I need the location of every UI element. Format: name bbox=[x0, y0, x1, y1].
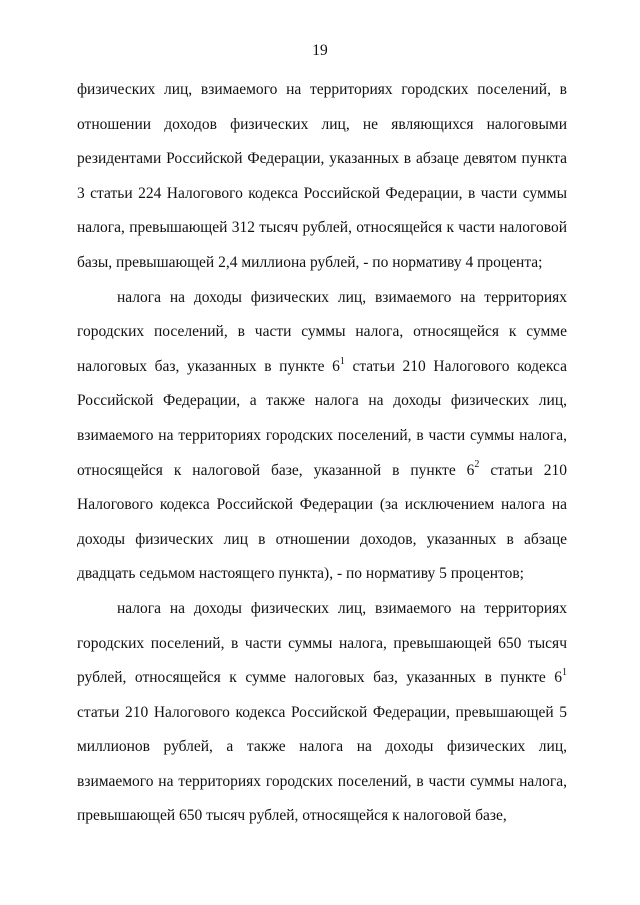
paragraph-2-text-c: статьи 210 Налогового кодекса Российской Федерации (за исключением налога на доходы физических лиц в отношении доходов, указанных в абзаце двадцать седьмом настоящего пункта), - по нормативу 5 процентов; bbox=[77, 461, 567, 583]
document-body bbox=[77, 73, 567, 834]
paragraph-2-text-b: статьи 210 Налогового кодекса Российской Федерации, а также налога на доходы физических лиц, взимаемого на территориях городских поселений, в части суммы налога, относящейся к налоговой базе, указанной в пункте 6 bbox=[77, 357, 567, 479]
paragraph-2 bbox=[77, 281, 567, 592]
superscript-3: 1 bbox=[562, 666, 567, 678]
paragraph-3 bbox=[77, 592, 567, 834]
paragraph-1-text: физических лиц, взимаемого на территориях городских поселений, в отношении доходов физических лиц, не являющихся налоговыми резидентами Российской Федерации, указанных в абзаце девятом пункта 3 статьи 224 Налогового кодекса Российской Федерации, в части суммы налога, превышающей 312 тысяч рублей, относящейся к части налоговой базы, превышающей 2,4 миллиона рублей, - по нормативу 4 процента; bbox=[77, 81, 567, 271]
paragraph-2-text-a: налога на доходы физических лиц, взимаемого на территориях городских поселений, в части суммы налога, относящейся к сумме налоговых баз, указанных в пункте 6 bbox=[77, 288, 567, 375]
paragraph-3-text-a: налога на доходы физических лиц, взимаемого на территориях городских поселений, в части суммы налога, превышающей 650 тысяч рублей, относящейся к сумме налоговых баз, указанных в пункте 6 bbox=[77, 599, 567, 687]
superscript-2: 2 bbox=[474, 459, 480, 471]
paragraph-3-text-b: статьи 210 Налогового кодекса Российской Федерации, превышающей 5 миллионов рублей, а также налога на доходы физических лиц, взимаемого на территориях городских поселений, в части суммы налога, превышающей 650 тысяч рублей, относящейся к налоговой базе, bbox=[77, 703, 567, 825]
page-number: 19 bbox=[312, 42, 328, 59]
paragraph-1 bbox=[77, 73, 567, 281]
superscript-1: 1 bbox=[339, 355, 345, 367]
